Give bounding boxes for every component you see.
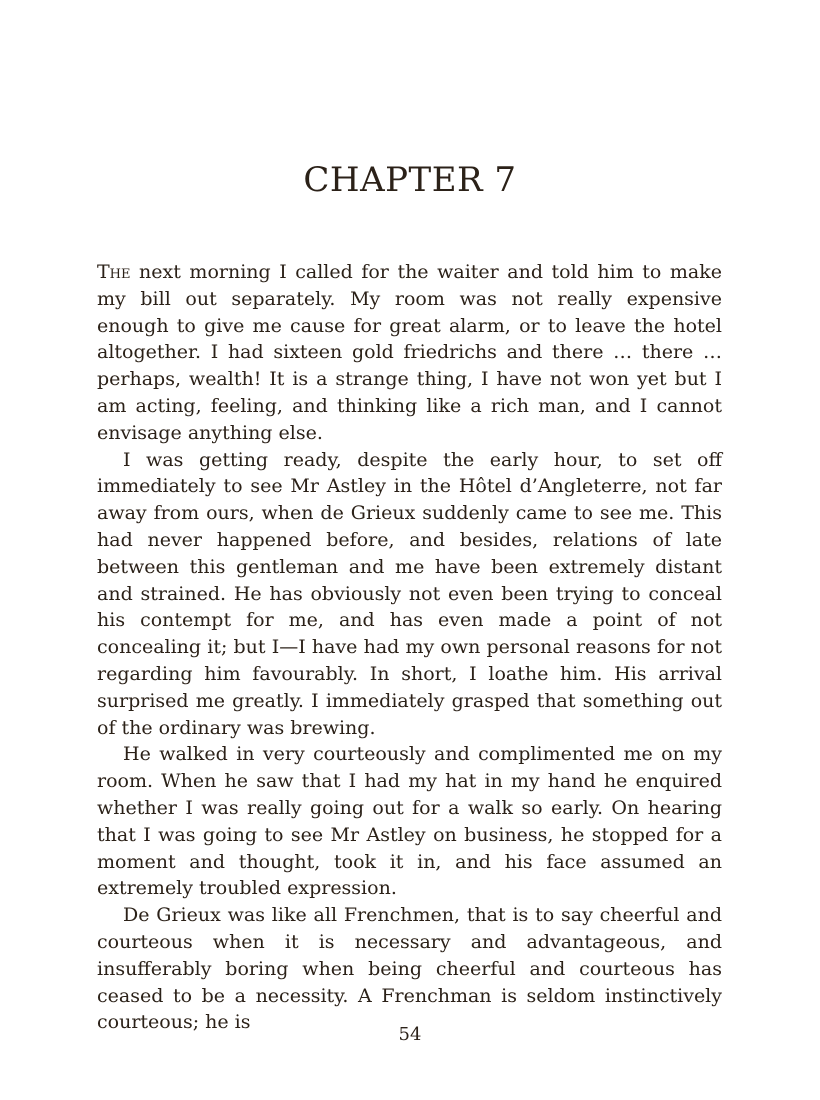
paragraph-4: De Grieux was like all Frenchmen, that is to say cheerful and courteous when it is necessary and advantageous, and insufferably boring when being cheerful and courteous has ceased to be a necessity. A Frenchman is seldom instinctively courteous; he is	[97, 904, 722, 1034]
paragraph-text: next morning I called for the waiter and told him to make my bill out separately. My room was not really expensive enough to give me cause for great alarm, or to leave the hotel altogether. I had sixteen gold friedrichs and there … there … perhaps, wealth! It is a strange thing, I have not won yet but I am acting, feeling, and thinking like a rich man, and I cannot envisage anything else.	[97, 261, 722, 444]
chapter-title: CHAPTER 7	[303, 160, 517, 200]
paragraph-lead-word: The	[97, 261, 131, 283]
paragraph-1	[97, 259, 722, 447]
paragraph-2: I was getting ready, despite the early hour, to set off immediately to see Mr Astley in the Hôtel d’Angleterre, not far away from ours, when de Grieux suddenly came to see me. This had never happened before, and besides, relations of late between this gentleman and me have been extremely distant and strained. He has obviously not even been trying to conceal his contempt for me, and has even made a point of not concealing it; but I—I have had my own personal reasons for not regarding him favourably. In short, I loathe him. His arrival surprised me greatly. I immediately grasped that something out of the ordinary was brewing.	[97, 448, 722, 739]
page-number: 54	[398, 1024, 422, 1045]
paragraph-3: He walked in very courteously and complimented me on my room. When he saw that I had my hat in my hand he enquired whether I was really going out for a walk so early. On hearing that I was going to see Mr Astley on business, he stopped for a moment and thought, took it in, and his face assumed an extremely troubled expression.	[97, 743, 722, 900]
chapter-body	[97, 259, 722, 1036]
